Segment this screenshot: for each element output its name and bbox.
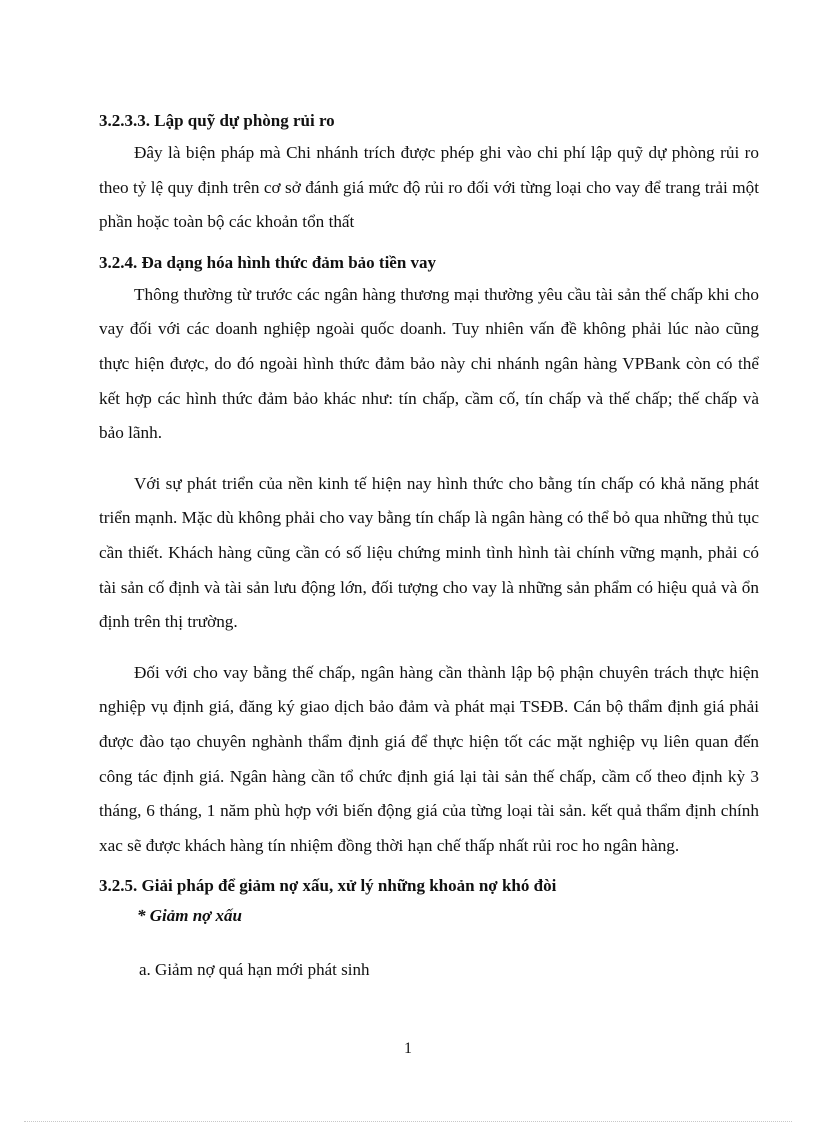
paragraph-risk-reserve: Đây là biện pháp mà Chi nhánh trích được phép ghi vào chi phí lập quỹ dự phòng rủi ro theo tỷ lệ quy định trên cơ sở đánh giá mức độ rủi ro đối với từng loại cho vay để trang trải một phần hoặc toàn bộ các khoản tổn thất	[99, 143, 759, 232]
heading-3-2-5: 3.2.5. Giải pháp để giảm nợ xấu, xử lý những khoản nợ khó đòi	[99, 876, 557, 896]
spacer	[99, 947, 759, 955]
page-bottom-divider	[24, 1121, 792, 1122]
page-number: 1	[404, 1040, 412, 1057]
paragraph-unsecured-lending: Với sự phát triển của nền kinh tế hiện nay hình thức cho bằng tín chấp có khả năng phát triển mạnh. Mặc dù không phải cho vay bằng tín chấp là ngân hàng có thể bỏ qua những thủ tục cần thiết. Khách hàng cũng cần có số liệu chứng minh tình hình tài chính vững mạnh, phải có tài sản cố định và tài sản lưu động lớn, đối tượng cho vay là những sản phẩm có hiệu quả và ổn định trên thị trường.	[99, 473, 759, 632]
spacer	[99, 240, 759, 248]
heading-3-2-4: 3.2.4. Đa dạng hóa hình thức đảm bảo tiền vay	[99, 252, 437, 272]
spacer	[99, 863, 759, 871]
paragraph-collateral-forms: Thông thường từ trước các ngân hàng thương mại thường yêu cầu tài sản thế chấp khi cho vay đối với các doanh nghiệp ngoài quốc doanh. Tuy nhiên vấn đề không phải lúc nào cũng thực hiện được, do đó ngoài hình thức đảm bảo này chi nhánh ngân hàng VPBank còn có thể kết hợp các hình thức đảm bảo khác như: tín chấp, cầm cố, tín chấp và thế chấp; thế chấp và bảo lãnh.	[99, 284, 759, 443]
paragraph-mortgage-lending: Đối với cho vay bằng thế chấp, ngân hàng cần thành lập bộ phận chuyên trách thực hiện nghiệp vụ định giá, đăng ký giao dịch bảo đảm và phát mại TSĐB. Cán bộ thẩm định giá phải được đào tạo chuyên nghành thẩm định giá để thực hiện tốt các mặt nghiệp vụ liên quan đến công tác định giá. Ngân hàng cần tổ chức định giá lại tài sản thế chấp, cầm cố theo định kỳ 3 tháng, 6 tháng, 1 năm phù hợp với biến động giá của từng loại tài sản. kết quả thẩm định chính xac sẽ được khách hàng tín nhiệm đồng thời hạn chế thấp nhất rủi roc ho ngân hàng.	[99, 662, 759, 855]
subheading-reduce-bad-debt: * Giảm nợ xấu	[137, 906, 243, 926]
spacer	[99, 640, 759, 656]
heading-3-2-3-3: 3.2.3.3. Lập quỹ dự phòng rủi ro	[99, 111, 335, 130]
spacer	[99, 931, 759, 947]
document-page	[99, 106, 759, 985]
item-a-new-overdue-debt: a. Giảm nợ quá hạn mới phát sinh	[139, 960, 370, 980]
spacer	[99, 451, 759, 467]
